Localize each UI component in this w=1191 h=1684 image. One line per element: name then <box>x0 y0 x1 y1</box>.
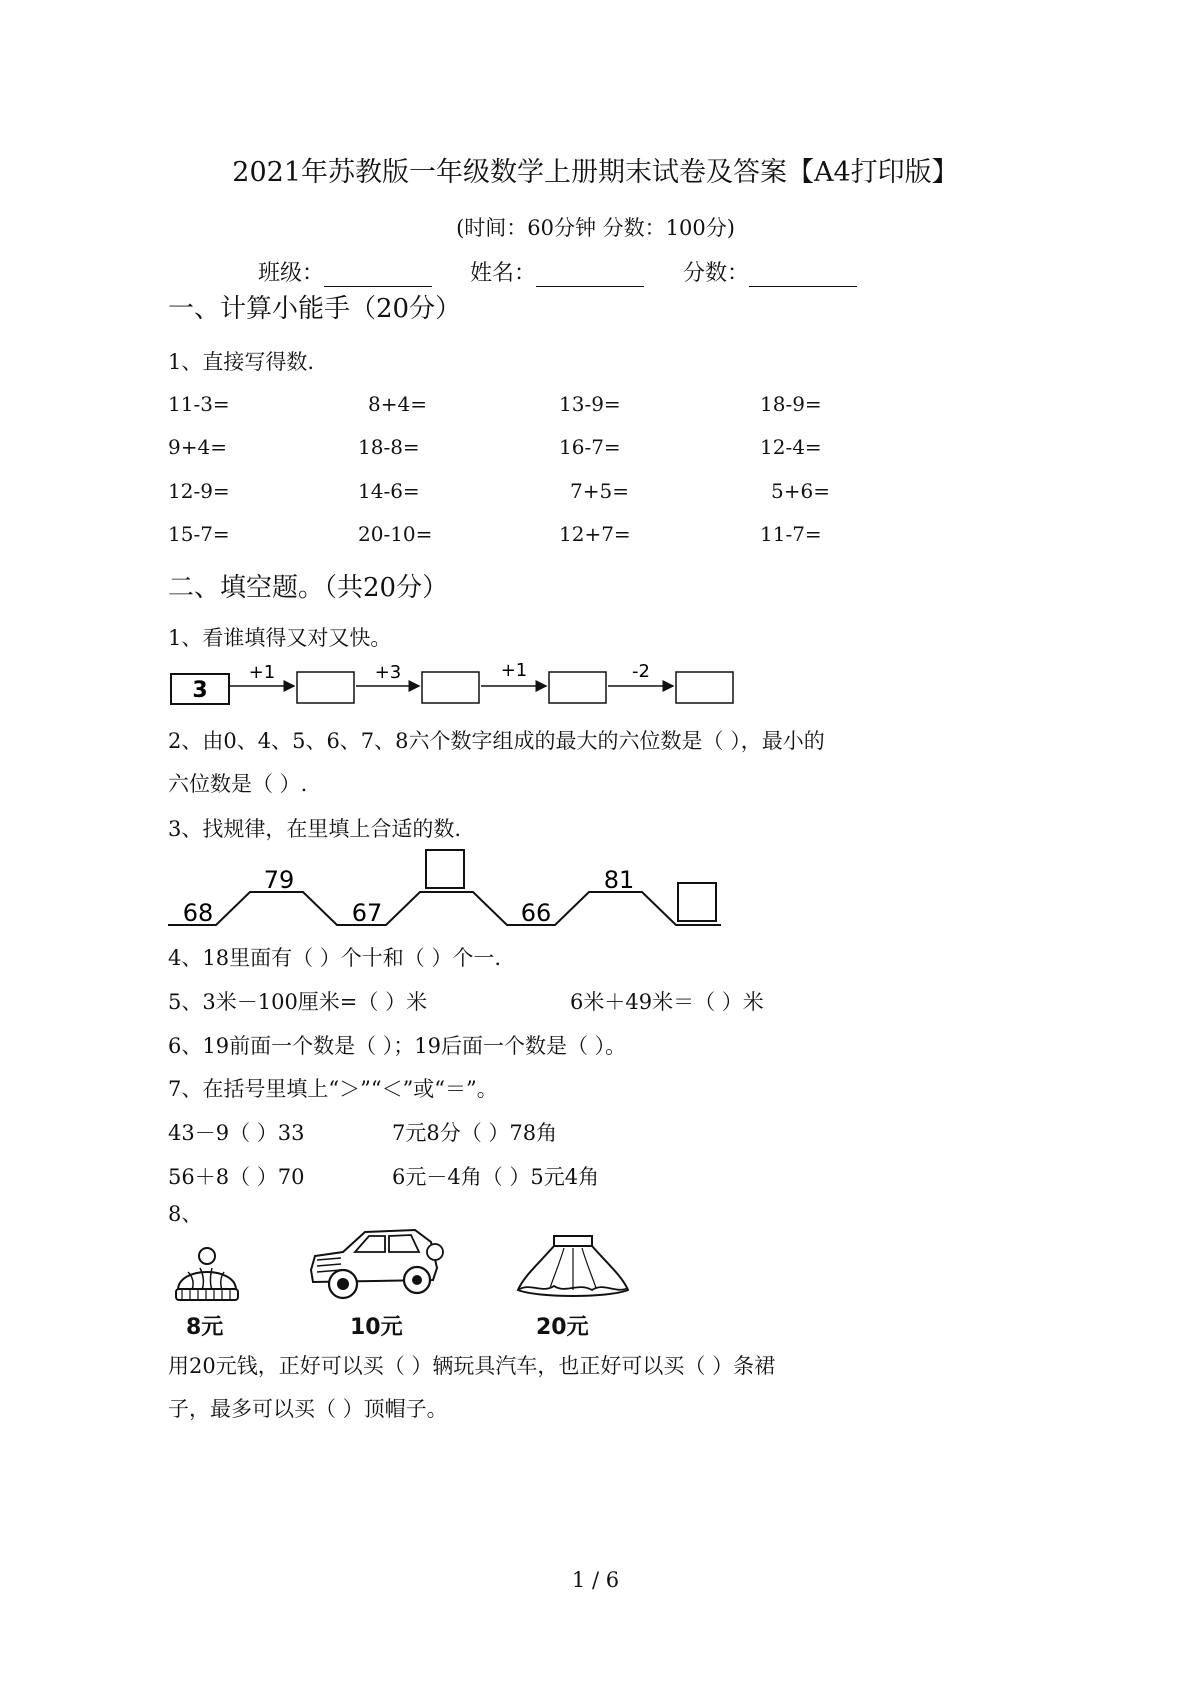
calc-item: 13-9= <box>559 392 621 416</box>
calc-item: 12-9= <box>168 479 230 503</box>
op-label: +1 <box>500 660 528 681</box>
pattern-number: 79 <box>263 866 295 894</box>
answer-box[interactable] <box>297 672 354 703</box>
answer-box[interactable] <box>549 672 606 703</box>
calc-item: 9+4= <box>168 435 227 459</box>
score-label: 分数： <box>683 261 750 286</box>
op-label: +1 <box>248 662 276 683</box>
section2-q1: 1、看谁填得又对又快。 <box>168 626 392 650</box>
section2-heading: 二、填空题。（共20分） <box>168 573 449 603</box>
compare-item: 43－9（ ）33 <box>168 1121 305 1145</box>
arithmetic-chain <box>160 650 760 712</box>
compare-item: 7元8分（ ）78角 <box>392 1121 558 1145</box>
section2-q5b: 6米＋49米＝（ ）米 <box>570 990 764 1014</box>
calc-item: 12+7= <box>559 522 631 546</box>
calc-item: 7+5= <box>570 479 629 503</box>
op-label: -2 <box>632 661 650 682</box>
name-field <box>470 256 644 287</box>
section2-q2-line1: 2、由0、4、5、6、7、8六个数字组成的最大的六位数是（ ），最小的 <box>168 729 825 753</box>
section2-q5a: 5、3米－100厘米=（ ）米 <box>168 990 428 1014</box>
section1-heading: 一、计算小能手（20分） <box>168 294 462 324</box>
section2-q8-line2: 子，最多可以买（ ）顶帽子。 <box>168 1397 448 1421</box>
section2-q6: 6、19前面一个数是（ ）；19后面一个数是（ ）。 <box>168 1034 627 1058</box>
start-value: 3 <box>192 678 208 703</box>
car-price: 10元 <box>350 1315 403 1340</box>
calc-item: 20-10= <box>358 522 433 546</box>
exam-info: (时间：60分钟 分数：100分) <box>456 216 735 240</box>
hat-icon <box>172 1246 242 1304</box>
section1-q1: 1、直接写得数. <box>168 350 315 374</box>
section2-q2-line2: 六位数是（ ）. <box>168 772 308 796</box>
calc-item: 5+6= <box>771 479 830 503</box>
page-title: 2021年苏教版一年级数学上册期末试卷及答案【A4打印版】 <box>232 157 959 188</box>
number-pattern <box>160 842 730 934</box>
compare-item: 56＋8（ ）70 <box>168 1165 305 1189</box>
compare-item: 6元－4角（ ）5元4角 <box>392 1165 600 1189</box>
section2-q7: 7、在括号里填上“＞”“＜”或“＝”。 <box>168 1077 498 1101</box>
page-number: 1 / 6 <box>571 1568 620 1592</box>
score-field <box>683 256 857 287</box>
class-label: 班级： <box>258 261 325 286</box>
name-blank[interactable] <box>536 266 644 287</box>
hat-price: 8元 <box>186 1315 224 1340</box>
answer-box[interactable] <box>676 672 733 703</box>
pattern-number: 67 <box>351 899 383 927</box>
car-icon <box>303 1222 445 1304</box>
pattern-number: 66 <box>520 899 552 927</box>
score-blank[interactable] <box>749 266 857 287</box>
answer-box[interactable] <box>678 883 716 921</box>
calc-item: 15-7= <box>168 522 230 546</box>
answer-box[interactable] <box>426 850 464 888</box>
section2-q4: 4、18里面有（ ）个十和（ ）个一. <box>168 946 502 970</box>
answer-box[interactable] <box>422 672 479 703</box>
pattern-number: 68 <box>182 899 214 927</box>
skirt-price: 20元 <box>536 1315 589 1340</box>
calc-item: 11-3= <box>168 392 230 416</box>
calc-item: 18-9= <box>760 392 822 416</box>
class-blank[interactable] <box>324 266 432 287</box>
skirt-icon <box>514 1232 632 1300</box>
pattern-number: 81 <box>603 866 635 894</box>
class-field <box>258 256 432 287</box>
op-label: +3 <box>374 662 402 683</box>
calc-item: 14-6= <box>358 479 420 503</box>
name-label: 姓名： <box>470 261 537 286</box>
calc-item: 12-4= <box>760 435 822 459</box>
zigzag-line <box>168 892 721 925</box>
calc-item: 8+4= <box>368 392 427 416</box>
section2-q8-line1: 用20元钱，正好可以买（ ）辆玩具汽车，也正好可以买（ ）条裙 <box>168 1354 776 1378</box>
calc-item: 18-8= <box>358 435 420 459</box>
calc-item: 16-7= <box>559 435 621 459</box>
section2-q3: 3、找规律，在里填上合适的数. <box>168 817 462 841</box>
calc-item: 11-7= <box>760 522 822 546</box>
section2-q8: 8、 <box>168 1202 203 1226</box>
